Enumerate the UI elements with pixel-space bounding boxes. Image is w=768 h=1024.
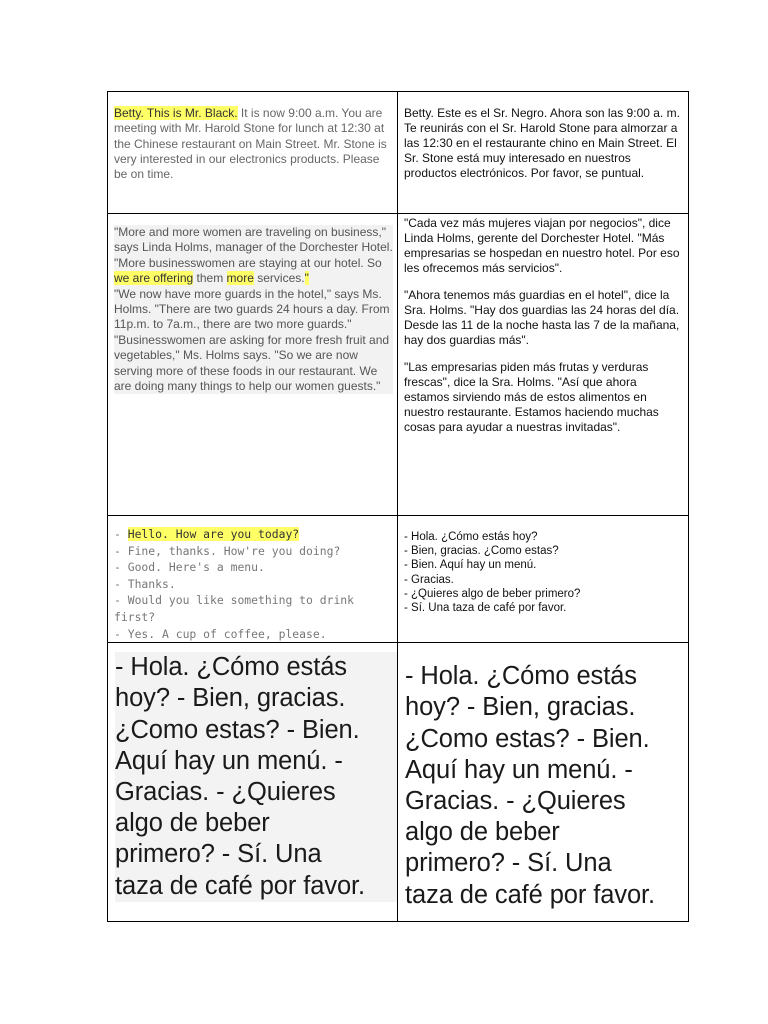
- table-row: [108, 516, 689, 643]
- large-line: taza de café por favor.: [115, 871, 366, 900]
- highlighted-text: Hello. How are you today?: [127, 527, 300, 541]
- large-text-cell: [398, 643, 689, 922]
- highlighted-text: more: [226, 271, 254, 286]
- english-dialogue-cell: [108, 516, 398, 643]
- large-line: Aquí hay un menú. -: [115, 746, 343, 775]
- large-dialogue: [405, 661, 688, 911]
- large-line: ¿Como estas? - Bien.: [115, 715, 360, 744]
- paragraph-gap: [404, 348, 682, 360]
- dialogue-line: - Sí. Una taza de café por favor.: [404, 602, 567, 615]
- large-dialogue: [115, 652, 397, 902]
- english-text: "We now have more guards in the hotel," says Ms. Holms. "There are two guards 24 hours a day. From 11p.m. to 7a.m., there are two more guards.": [114, 286, 390, 332]
- translation-table: [107, 91, 689, 922]
- english-text: It is now 9:00 a.m. You are meeting with Mr. Harold Stone for lunch at 12:30 at the Chinese restaurant on Main Street. Mr. Stone is very interested in our electronics products. Please be on time.: [114, 106, 387, 182]
- large-text-cell: [108, 643, 398, 922]
- spanish-dialogue-cell: [398, 516, 689, 643]
- large-line: algo de beber: [115, 809, 270, 838]
- large-line: ¿Como estas? - Bien.: [405, 724, 650, 753]
- large-line: primero? - Sí. Una: [115, 840, 322, 869]
- highlighted-text: we are offering: [114, 271, 194, 286]
- spanish-text: Betty. Este es el Sr. Negro. Ahora son las 9:00 a. m. Te reunirás con el Sr. Harold Stone para almorzar a las 12:30 en el restaurante chino en Main Street. El Sr. Stone está muy interesado en nuestros productos electrónicos. Por favor, se puntual.: [404, 106, 680, 180]
- large-line: hoy? - Bien, gracias.: [115, 684, 346, 713]
- spanish-paragraph: "Cada vez más mujeres viajan por negocios", dice Linda Holms, gerente del Dorchester Hotel. "Más empresarias se hospedan en nuestro hotel. Por eso les ofrecemos más servicios".: [404, 216, 680, 275]
- dialogue-line: [114, 526, 393, 543]
- dash: -: [114, 527, 128, 541]
- large-line: Gracias. - ¿Quieres: [405, 786, 626, 815]
- dialogue-line: - Hola. ¿Cómo estás hoy?: [404, 531, 538, 543]
- spanish-cell: [398, 92, 689, 214]
- english-cell: [108, 214, 398, 516]
- spanish-paragraph: "Las empresarias piden más frutas y verduras frescas", dice la Sra. Holms. "Así que ahora estamos sirviendo más de estos alimentos en nuestro restaurante. Estamos haciendo muchas cosas para ayudar a nuestras invitadas".: [404, 360, 659, 434]
- table-row: [108, 214, 689, 516]
- spanish-paragraph: "Ahora tenemos más guardias en el hotel", dice la Sra. Holms. "Hay dos guardias las 24 horas del día. Desde las 11 de la noche hasta las 7 de la mañana, hay dos guardias más".: [404, 288, 680, 347]
- large-line: primero? - Sí. Una: [405, 849, 612, 878]
- english-text: "Businesswomen are asking for more fresh fruit and vegetables," Ms. Holms says. "So we are now serving more of these foods in our restaurant. We are doing many things to help our women guests.": [114, 332, 390, 394]
- table-row: [108, 643, 689, 922]
- english-paragraph: [114, 225, 393, 394]
- dialogue-line: - Good. Here's a menu.: [114, 560, 265, 575]
- large-line: Aquí hay un menú. -: [405, 755, 633, 784]
- large-line: hoy? - Bien, gracias.: [405, 693, 636, 722]
- dialogue-line: - Gracias.: [404, 573, 454, 586]
- dialogue-line: - Bien, gracias. ¿Como estas?: [404, 545, 559, 558]
- highlighted-text: ": [304, 271, 309, 286]
- english-text: services.: [257, 271, 305, 286]
- dialogue-line: - Would you like something to drink first?: [114, 593, 355, 624]
- dialogue-line: - Bien. Aquí hay un menú.: [404, 559, 537, 572]
- english-text: "More and more women are traveling on business," says Linda Holms, manager of the Dorchester Hotel. "More businesswomen are staying at our hotel. So: [114, 225, 393, 270]
- large-line: Gracias. - ¿Quieres: [115, 777, 336, 806]
- paragraph-gap: [404, 276, 682, 288]
- dialogue-line: - Fine, thanks. How're you doing?: [114, 543, 341, 558]
- dialogue-line: - Yes. A cup of coffee, please.: [114, 626, 327, 641]
- large-line: - Hola. ¿Cómo estás: [115, 653, 347, 682]
- dialogue-line: - ¿Quieres algo de beber primero?: [404, 587, 581, 600]
- large-line: taza de café por favor.: [405, 880, 656, 909]
- large-line: algo de beber: [405, 818, 560, 847]
- table-row: [108, 92, 689, 214]
- english-text: them: [196, 271, 224, 286]
- large-line: - Hola. ¿Cómo estás: [405, 662, 637, 691]
- dialogue-line: - Thanks.: [114, 576, 176, 591]
- highlighted-text: Betty. This is Mr. Black.: [114, 106, 238, 120]
- english-cell: [108, 92, 398, 214]
- spanish-cell: [398, 214, 689, 516]
